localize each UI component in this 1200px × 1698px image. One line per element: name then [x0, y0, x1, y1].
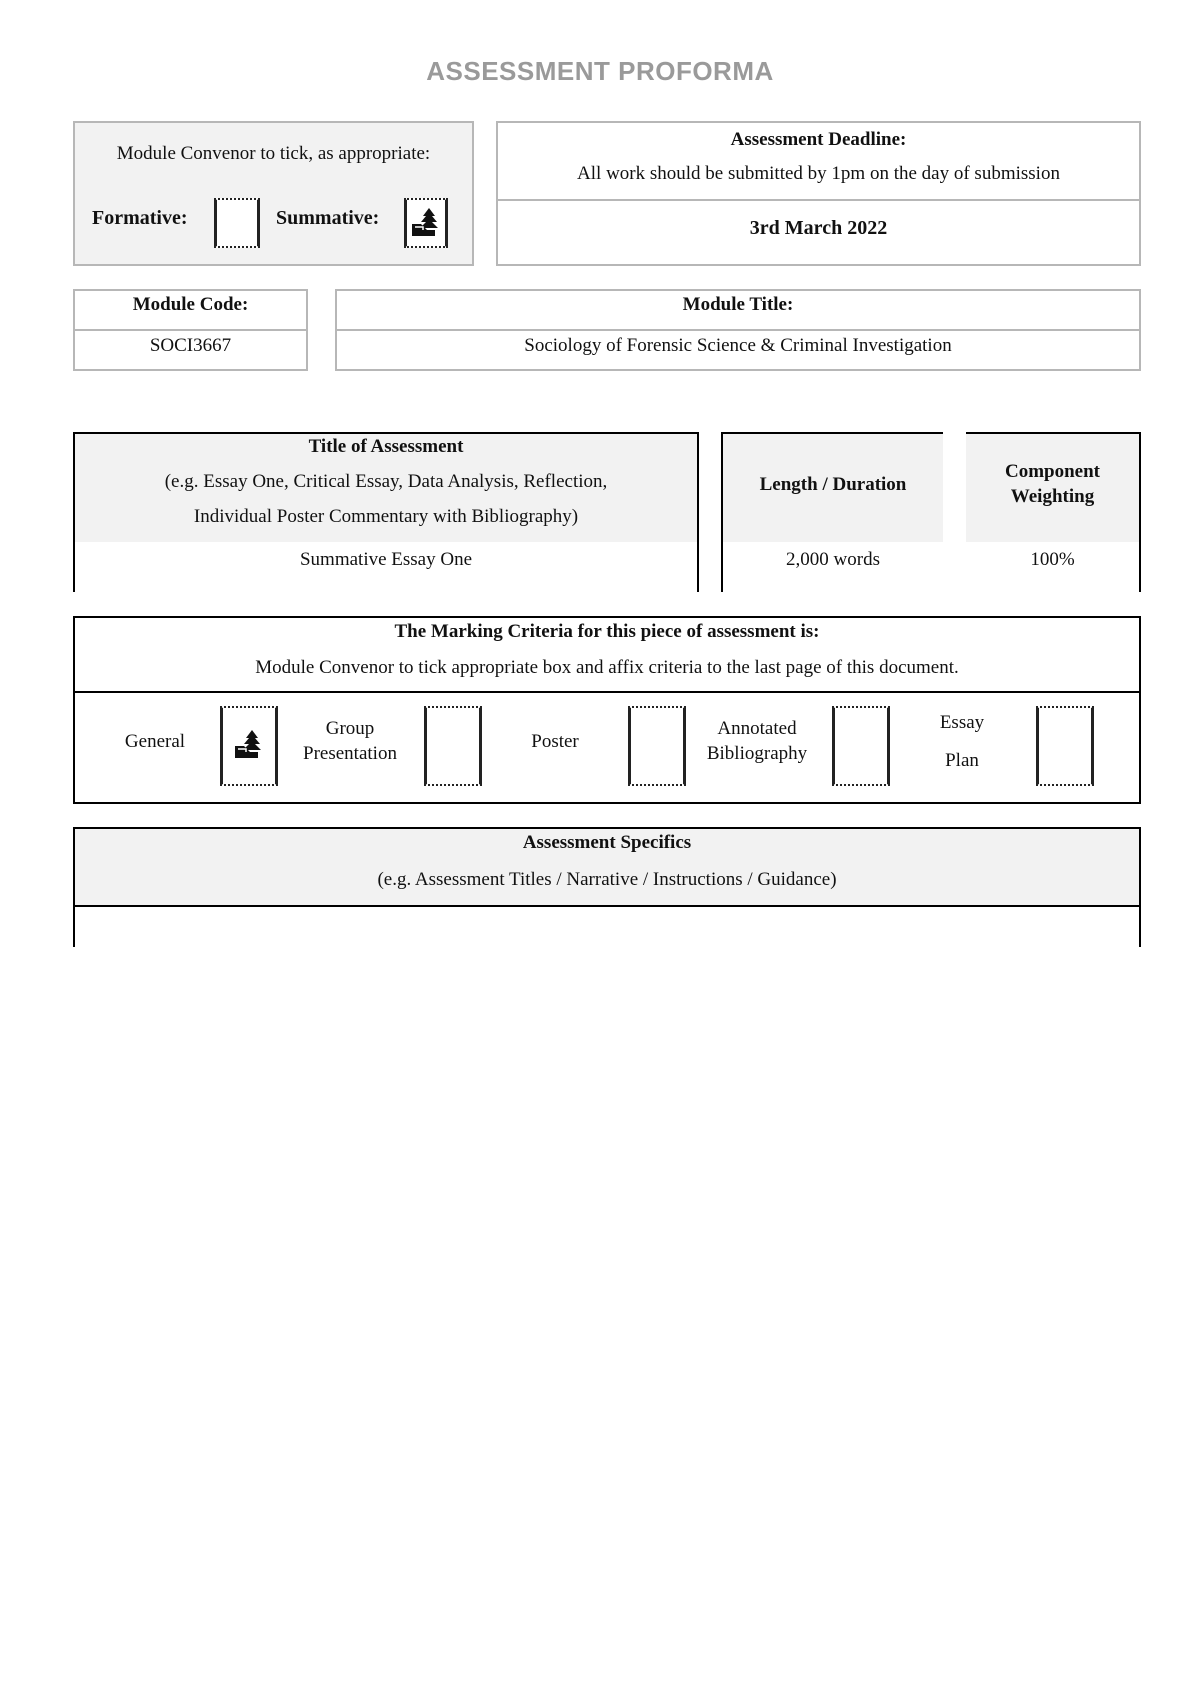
criteria-checkbox-essay-plan[interactable]: [1036, 706, 1094, 786]
deadline-label: Assessment Deadline:: [730, 129, 907, 150]
weighting-header-1: Component: [1004, 461, 1100, 482]
criteria-label-group-1: Group: [325, 718, 375, 739]
assessment-title-hint-1: (e.g. Essay One, Critical Essay, Data Analysis, Reflection,: [164, 471, 608, 492]
weighting-header-cell: [966, 432, 1141, 542]
module-title-value: Sociology of Forensic Science & Criminal Investigation: [524, 335, 952, 356]
marking-criteria-instruction: Module Convenor to tick appropriate box and affix criteria to the last page of this document.: [255, 657, 959, 678]
weighting-value: 100%: [1030, 549, 1075, 570]
deadline-panel: [496, 121, 1141, 266]
formative-checkbox[interactable]: [214, 198, 260, 248]
assessment-specifics-header: Assessment Specifics: [522, 832, 692, 853]
summative-checkbox[interactable]: [404, 198, 448, 248]
criteria-label-annotated-1: Annotated: [717, 718, 797, 739]
marking-criteria-panel: [73, 616, 1141, 804]
divider: [75, 691, 1139, 693]
assessment-title-value-cell: [73, 542, 699, 592]
divider: [498, 199, 1139, 201]
marking-criteria-header: The Marking Criteria for this piece of assessment is:: [394, 621, 820, 642]
criteria-checkbox-general[interactable]: [220, 706, 278, 786]
length-value-cell: [721, 542, 943, 592]
page-title: ASSESSMENT PROFORMA: [426, 56, 774, 86]
module-title-panel: [335, 289, 1141, 371]
checked-box-icon: [407, 206, 445, 244]
assessment-title-hint-2: Individual Poster Commentary with Bibliography): [193, 506, 579, 527]
criteria-label-essay-1: Essay: [939, 712, 985, 733]
deadline-date: 3rd March 2022: [749, 217, 888, 239]
weighting-header-2: Weighting: [1010, 486, 1095, 507]
length-header-cell: [721, 432, 943, 542]
criteria-label-poster: Poster: [531, 731, 579, 752]
assessment-specifics-body[interactable]: [73, 907, 1141, 947]
checked-box-icon: [223, 728, 275, 766]
module-code-panel: [73, 289, 308, 371]
criteria-label-general: General: [124, 731, 186, 752]
assessment-title-header: Title of Assessment: [308, 436, 464, 457]
divider: [75, 329, 306, 331]
criteria-checkbox-annotated-bibliography[interactable]: [832, 706, 890, 786]
criteria-label-annotated-2: Bibliography: [706, 743, 808, 764]
convenor-instruction: Module Convenor to tick, as appropriate:: [116, 143, 431, 164]
criteria-label-group-2: Presentation: [303, 743, 397, 764]
criteria-checkbox-poster[interactable]: [628, 706, 686, 786]
weighting-value-cell: [966, 542, 1141, 592]
criteria-label-essay-2: Plan: [945, 750, 979, 771]
module-title-label: Module Title:: [682, 294, 794, 315]
module-code-value: SOCI3667: [149, 335, 232, 356]
criteria-checkbox-group-presentation[interactable]: [424, 706, 482, 786]
length-value: 2,000 words: [786, 549, 880, 570]
divider: [337, 329, 1139, 331]
assessment-specifics-header-cell: [73, 827, 1141, 907]
summative-label: Summative:: [276, 207, 380, 229]
length-header: Length / Duration: [759, 474, 907, 495]
assessment-title-header-cell: [73, 432, 699, 542]
formative-label: Formative:: [92, 207, 188, 229]
module-code-label: Module Code:: [132, 294, 249, 315]
convenor-tick-panel: [73, 121, 474, 266]
assessment-specifics-hint: (e.g. Assessment Titles / Narrative / Instructions / Guidance): [377, 869, 837, 890]
deadline-note: All work should be submitted by 1pm on the day of submission: [577, 163, 1060, 184]
assessment-title-value: Summative Essay One: [299, 549, 473, 570]
